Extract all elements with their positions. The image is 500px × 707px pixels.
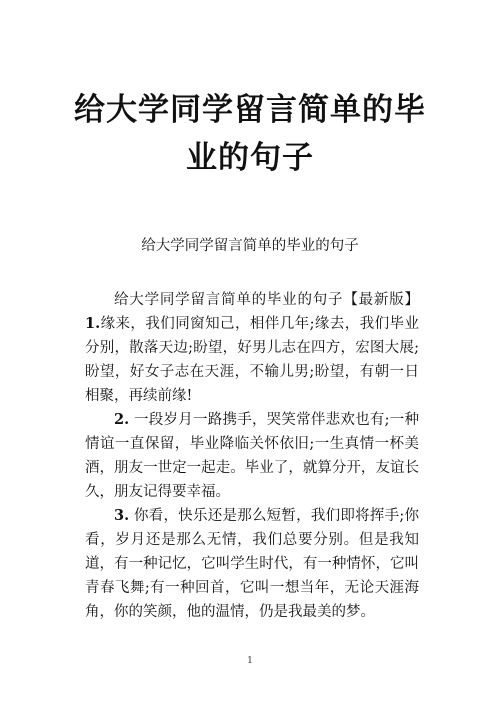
paragraph-1-lead: 给大学同学留言简单的毕业的句子【最新版】: [114, 292, 419, 308]
paragraph-2-text: 一段岁月一路携手，哭笑常伴悲欢也有;一种情谊一直保留，毕业降临关怀依旧;一生真情一杯美酒，朋友一世定一起走。毕业了，就算分开，友谊长久，朋友记得要幸福。: [85, 412, 419, 500]
document-title: [60, 86, 440, 182]
paragraph-1: [85, 288, 419, 408]
paragraph-1-text: 缘来，我们同窗知己，相伴几年;缘去，我们毕业分别，散落天边;盼望，好男儿志在四方，宏图大展;盼望，好女子志在天涯，不输儿男;盼望，有朝一日相聚，再续前缘!: [85, 316, 419, 404]
paragraph-3-number: 3.: [114, 507, 130, 524]
paragraph-3: [85, 504, 419, 624]
document-subtitle: 给大学同学留言简单的毕业的句子: [141, 238, 359, 254]
paragraph-2: [85, 408, 419, 504]
paragraph-2-number: 2.: [114, 411, 130, 428]
paragraph-1-number: 1.: [85, 315, 101, 332]
document-body: [85, 288, 419, 624]
title-line-1: 给大学同学留言简单的毕: [74, 92, 426, 128]
paragraph-3-text: 你看，快乐还是那么短暂，我们即将挥手;你看，岁月还是那么无情，我们总要分别。但是我知道，有一种记忆，它叫学生时代，有一种情怀，它叫青春飞舞;有一种回首，它叫一想当年，无论天涯海角，你的笑颜，他的温情，仍是我最美的梦。: [85, 508, 419, 620]
page-number: 1: [247, 656, 253, 666]
title-line-2: 业的句子: [186, 140, 314, 176]
